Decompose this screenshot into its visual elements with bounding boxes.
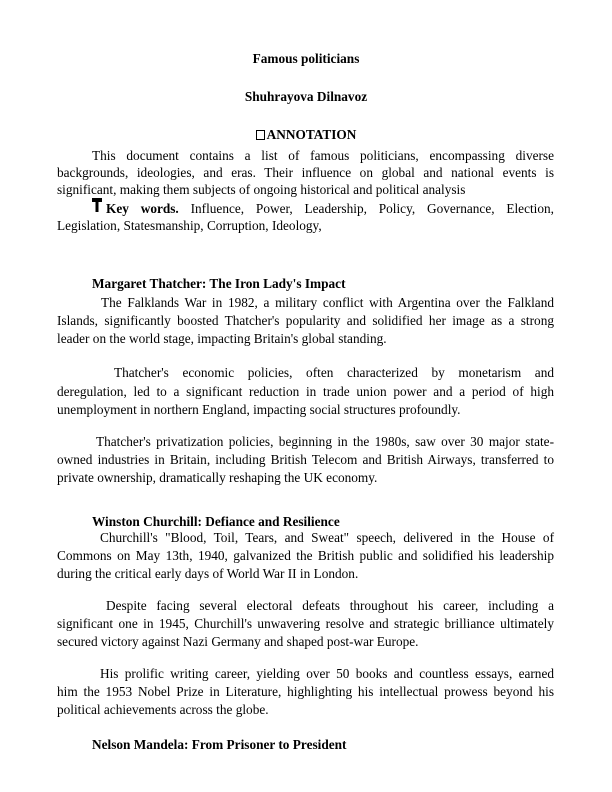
paragraph-line: Islands, significantly boosted Thatcher's popularity and solidified her image as a strong bbox=[57, 313, 554, 328]
paragraph-line: owned industries in Britain, including British Telecom and British Airways, transferred to bbox=[57, 452, 554, 467]
key-icon bbox=[92, 198, 102, 212]
paragraph-line: His prolific writing career, yielding over 50 books and countless essays, earned bbox=[100, 666, 554, 681]
missing-glyph-icon bbox=[256, 130, 265, 140]
paragraph-line: Thatcher's economic policies, often characterized by monetarism and bbox=[114, 365, 554, 380]
section-heading: Nelson Mandela: From Prisoner to President bbox=[92, 737, 347, 752]
paragraph-line: Commons on May 13th, 1940, galvanized the British public and solidified his leadership bbox=[57, 548, 554, 563]
paragraph-line: during the critical early days of World War II in London. bbox=[57, 566, 359, 581]
keywords-line bbox=[106, 201, 554, 217]
paragraph-line: The Falklands War in 1982, a military conflict with Argentina over the Falkland bbox=[101, 295, 554, 310]
annotation-line: significant, making them subjects of ongoing historical and political analysis bbox=[57, 182, 466, 197]
paragraph-line: him the 1953 Nobel Prize in Literature, highlighting his intellectual prowess beyond his bbox=[57, 684, 554, 699]
keywords-label: Key words. bbox=[106, 201, 179, 216]
section-heading: Margaret Thatcher: The Iron Lady's Impact bbox=[92, 276, 346, 291]
paragraph-line: Thatcher's privatization policies, beginning in the 1980s, saw over 30 major state- bbox=[96, 434, 554, 449]
paragraph-line: secured victory against Nazi Germany and shaped post-war Europe. bbox=[57, 634, 419, 649]
section-heading: Winston Churchill: Defiance and Resilience bbox=[92, 514, 340, 529]
keywords-line: Legislation, Statesmanship, Corruption, Ideology, bbox=[57, 218, 322, 233]
paragraph-line: significant one in 1945, Churchill's unwavering resolve and strategic brilliance ultimately bbox=[57, 616, 554, 631]
annotation-line: backgrounds, ideologies, and eras. Their influence on global and national events is bbox=[57, 165, 554, 180]
paragraph-line: deregulation, led to a significant reduction in trade union power and a period of high bbox=[57, 384, 554, 399]
paragraph-line: political achievements across the globe. bbox=[57, 702, 269, 717]
keywords-list: Influence, Power, Leadership, Policy, Governance, Election, bbox=[178, 201, 554, 216]
paragraph-line: unemployment in northern England, impacting social structures profoundly. bbox=[57, 402, 461, 417]
document-title: Famous politicians bbox=[252, 51, 360, 66]
paragraph-line: Despite facing several electoral defeats throughout his career, including a bbox=[106, 598, 554, 613]
paragraph-line: Churchill's "Blood, Toil, Tears, and Sweat" speech, delivered in the House of bbox=[100, 530, 554, 545]
annotation-heading-row bbox=[0, 127, 612, 143]
document-author: Shuhrayova Dilnavoz bbox=[244, 89, 368, 104]
paragraph-line: leader on the world stage, impacting Britain's global standing. bbox=[57, 331, 387, 346]
paragraph-line: private ownership, dramatically reshaping the UK economy. bbox=[57, 470, 378, 485]
annotation-line: This document contains a list of famous politicians, encompassing diverse bbox=[92, 148, 554, 163]
annotation-heading: ANNOTATION bbox=[266, 127, 357, 142]
